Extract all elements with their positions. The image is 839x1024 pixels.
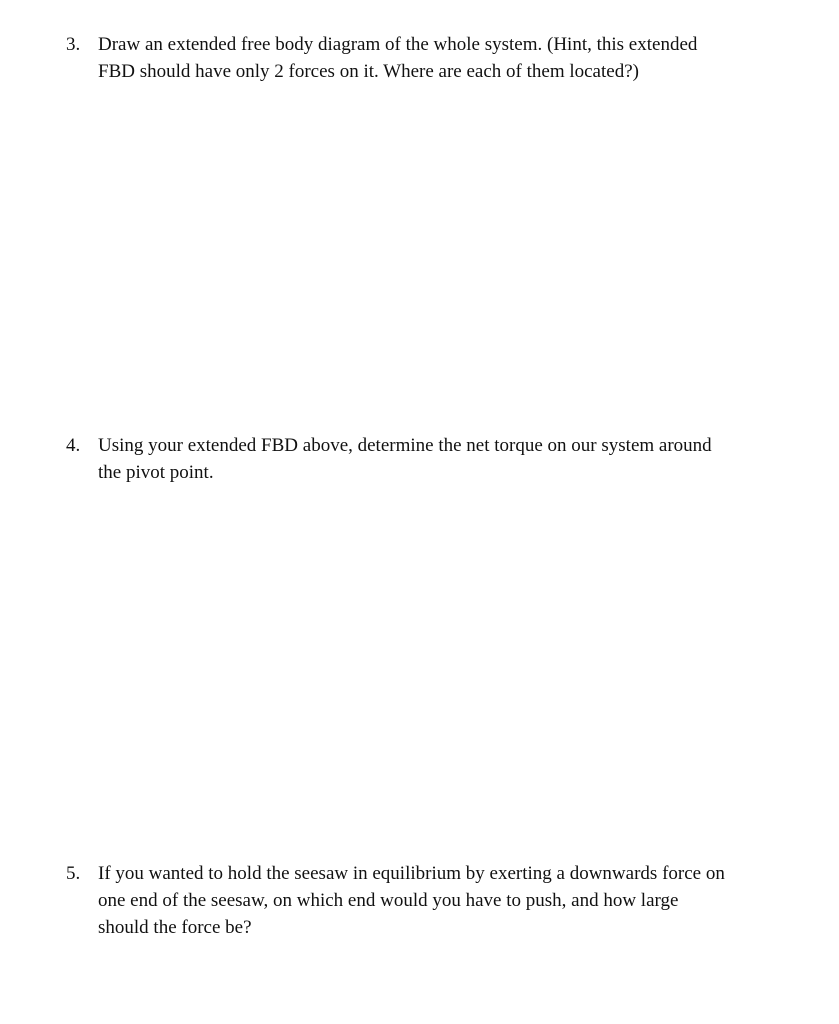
answer-space-5	[66, 950, 776, 1020]
question-5	[66, 860, 776, 941]
question-number: 5.	[66, 863, 81, 884]
question-line: Using your extended FBD above, determine the net torque on our system around	[98, 435, 712, 456]
question-number: 3.	[66, 34, 81, 55]
question-number: 4.	[66, 435, 81, 456]
question-text	[98, 31, 776, 85]
question-line: If you wanted to hold the seesaw in equilibrium by exerting a downwards force on	[98, 863, 725, 884]
question-3	[66, 31, 776, 85]
question-line: one end of the seesaw, on which end would you have to push, and how large	[98, 890, 679, 911]
question-4	[66, 432, 776, 486]
question-line: FBD should have only 2 forces on it. Where are each of them located?)	[98, 61, 639, 82]
answer-space-3	[66, 95, 776, 425]
question-line: should the force be?	[98, 917, 252, 938]
answer-space-4	[66, 495, 776, 855]
question-text	[98, 432, 776, 486]
question-line: the pivot point.	[98, 462, 214, 483]
question-text	[98, 860, 776, 941]
question-line: Draw an extended free body diagram of the whole system. (Hint, this extended	[98, 34, 698, 55]
